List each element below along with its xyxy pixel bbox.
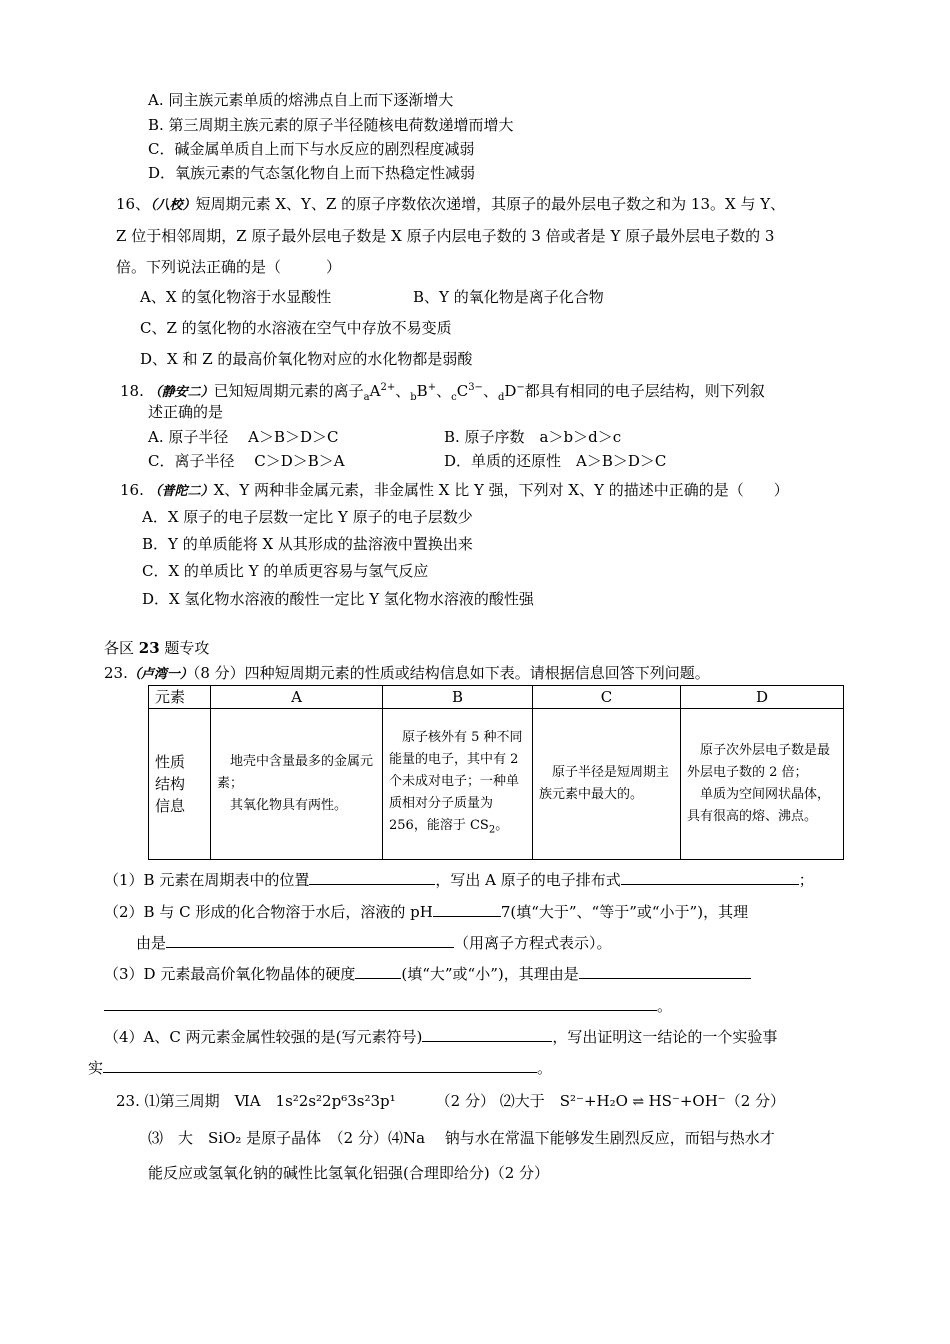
q23-part4-text-d: 。 [537,1059,553,1077]
cell-b-text: 原子核外有 5 种不同能量的电子，其中有 2 个未成对电子；一种单质相对分子质量为 256，能溶于 CS [389,729,523,833]
q16a-stem-line1 [116,194,785,216]
q23-part2-text-c: 由是 [136,934,167,952]
blank-hardness-reason-1[interactable] [579,963,751,979]
q15-option-b: B. 第三周期主族元素的原子半径随核电荷数递增而增大 [148,116,514,134]
q23-part2-text-d: （用离子方程式表示）。 [454,934,612,952]
answer-part1: 23. ⑴第三周期 ⅥA [116,1092,276,1110]
section-heading-post: 题专攻 [159,639,210,657]
q16b-source: （普陀二） [148,484,214,499]
blank-stronger-metal[interactable] [422,1026,552,1042]
header-element: 元素 [149,686,211,709]
q16a-stem-line3: 倍。下列说法正确的是（ ） [116,258,342,276]
element-info-table [148,685,844,860]
cell-b [383,709,533,860]
answer-electron-config: 1s²2s²2p⁶3s²3p¹ [275,1092,396,1110]
q23-text: （8 分）四种短周期元素的性质或结构信息如下表。请根据信息回答下列问题。 [192,664,710,682]
q16b-number: 16. [120,481,144,499]
row-label-line3: 信息 [155,797,186,815]
q23-part4-line1 [104,1026,777,1047]
cell-d [681,709,844,860]
q18-text-pre: 已知短周期元素的离子 [213,382,364,400]
answer-part2: ⑵大于 [499,1092,560,1110]
q16b-stem [120,480,789,502]
q23-part1-text-b: ，写出 A 原子的电子排布式 [435,871,621,889]
cell-a [211,709,383,860]
q23-part3-text-c: 。 [657,997,673,1015]
q16b-text: X、Y 两种非金属元素，非金属性 X 比 Y 强，下列对 X、Y 的描述中正确的是（ ） [213,481,789,499]
q23-part2-text-a: （2）B 与 C 形成的化合物溶于水后，溶液的 pH [104,903,433,921]
q18-ion-formula: $_aA^{2+}$、$_b$B+、$_cC^{3-}$、$_d$D− [363,382,525,403]
q23-part1 [104,869,814,890]
cell-c: 原子半径是短周期主族元素中最大的。 [533,709,681,860]
blank-experiment-fact[interactable] [103,1057,537,1073]
q18-option-b: B. 原子序数 a＞b＞d＞c [444,428,622,446]
q23-part3-line2 [104,995,672,1016]
q16a-stem-line2: Z 位于相邻周期，Z 原子最外层电子数是 X 原子内层电子数的 3 倍或者是 Y 原子最外层电子数的 3 [116,227,775,245]
q18-source: （静安二） [148,385,214,400]
q16a-text: 短周期元素 X、Y、Z 的原子序数依次递增，其原子的最外层电子数之和为 13。X 与 Y、 [195,195,786,213]
header-a: A [211,686,383,709]
cell-a-line1: 地壳中含量最多的金属元素； [217,754,374,791]
row-label [149,709,211,860]
blank-hardness-reason-2[interactable] [104,995,657,1011]
cell-a-line2: 其氧化物具有两性。 [217,798,348,813]
q23-number: 23. [104,664,128,682]
q16b-option-d: D．X 氢化物水溶液的酸性一定比 Y 氢化物水溶液的酸性强 [142,590,534,608]
blank-ph[interactable] [433,901,501,917]
q23-part3-text-b: (填“大”或“小”)，其理由是 [401,965,579,983]
cell-b-end: 。 [495,817,509,833]
blank-a-electron-config[interactable] [621,869,799,885]
q16a-option-a: A、X 的氢化物溶于水显酸性 [140,288,332,306]
q23-part4-text-c: 实 [88,1059,104,1077]
answer-part2-score: （2 分） [725,1092,786,1110]
q15-option-d: D．氧族元素的气态氢化物自上而下热稳定性减弱 [148,164,476,182]
q16b-option-b: B．Y 的单质能将 X 从其形成的盐溶液中置换出来 [142,535,473,553]
answer-equation-right: HS⁻+OH⁻ [648,1092,726,1110]
q16a-option-c: C、Z 的氢化物的水溶液在空气中存放不易变质 [140,319,452,337]
q18-text-post: 都具有相同的电子层结构，则下列叙 [524,382,765,400]
q23-part4-text-b: ，写出证明这一结论的一个实验事 [552,1028,778,1046]
q23-source: （卢湾一） [127,667,193,682]
blank-b-position[interactable] [309,869,435,885]
header-d: D [681,686,844,709]
answer-equation-left: S²⁻+H₂O [559,1092,628,1110]
q23-part1-text-a: （1）B 元素在周期表中的位置 [104,871,310,889]
blank-hardness[interactable] [355,963,401,979]
q23-part2-line2 [136,932,612,953]
section-heading-number: 23 [138,639,160,657]
header-b: B [383,686,533,709]
answer-line1 [116,1091,785,1112]
header-c: C [533,686,681,709]
q23-part1-text-c: ； [798,871,814,889]
q23-part3-text-a: （3）D 元素最高价氧化物晶体的硬度 [104,965,356,983]
q16b-option-a: A．X 原子的电子层数一定比 Y 原子的电子层数少 [142,508,473,526]
section-heading [104,638,209,658]
equilibrium-arrow-icon: ⇌ [627,1094,649,1110]
cell-d-line2: 单质为空间网状晶体，具有很高的熔、沸点。 [687,787,831,824]
answer-line3: 能反应或氢氧化钠的碱性比氢氧化铝强(合理即给分)（2 分） [148,1164,550,1182]
q18-option-c: C．离子半径 C＞D＞B＞A [148,452,345,470]
q18-option-a: A. 原子半径 A＞B＞D＞C [148,428,339,446]
q18-stem-line2: 述正确的是 [148,403,224,421]
row-label-line2: 结构 [155,775,186,793]
q16a-number: 16、 [116,195,151,213]
cell-d-line1: 原子次外层电子数是最外层电子数的 2 倍； [687,743,831,780]
q15-option-a: A. 同主族元素单质的熔沸点自上而下逐渐增大 [148,91,454,109]
q16b-option-c: C．X 的单质比 Y 的单质更容易与氢气反应 [142,562,429,580]
table-row [149,709,844,860]
blank-ion-equation[interactable] [166,932,454,948]
q16a-source: （八校） [150,198,196,213]
answer-line2: ⑶ 大 SiO₂ 是原子晶体 （2 分）⑷Na 钠与水在常温下能够发生剧烈反应，而铝与热水才 [148,1129,775,1147]
q16a-option-d: D、X 和 Z 的最高价氧化物对应的水化物都是弱酸 [140,350,473,368]
q23-part4-line2 [88,1057,552,1078]
q23-part2-text-b: 7(填“大于”、“等于”或“小于”)，其理 [500,903,749,921]
q15-option-c: C．碱金属单质自上而下与水反应的剧烈程度减弱 [148,140,475,158]
q16a-option-b: B、Y 的氧化物是离子化合物 [413,288,604,306]
q23-stem [104,663,710,685]
table-header-row [149,686,844,709]
row-label-line1: 性质 [155,753,186,771]
answer-part1-score: （2 分） [435,1092,495,1110]
cell-b-subscript: 2 [488,824,496,836]
q23-part2-line1 [104,901,748,922]
q23-part3-line1 [104,963,751,984]
q18-number: 18. [120,382,144,400]
q23-part4-text-a: （4）A、C 两元素金属性较强的是(写元素符号) [104,1028,423,1046]
q18-option-d: D．单质的还原性 A＞B＞D＞C [444,452,667,470]
section-heading-pre: 各区 [104,639,139,657]
